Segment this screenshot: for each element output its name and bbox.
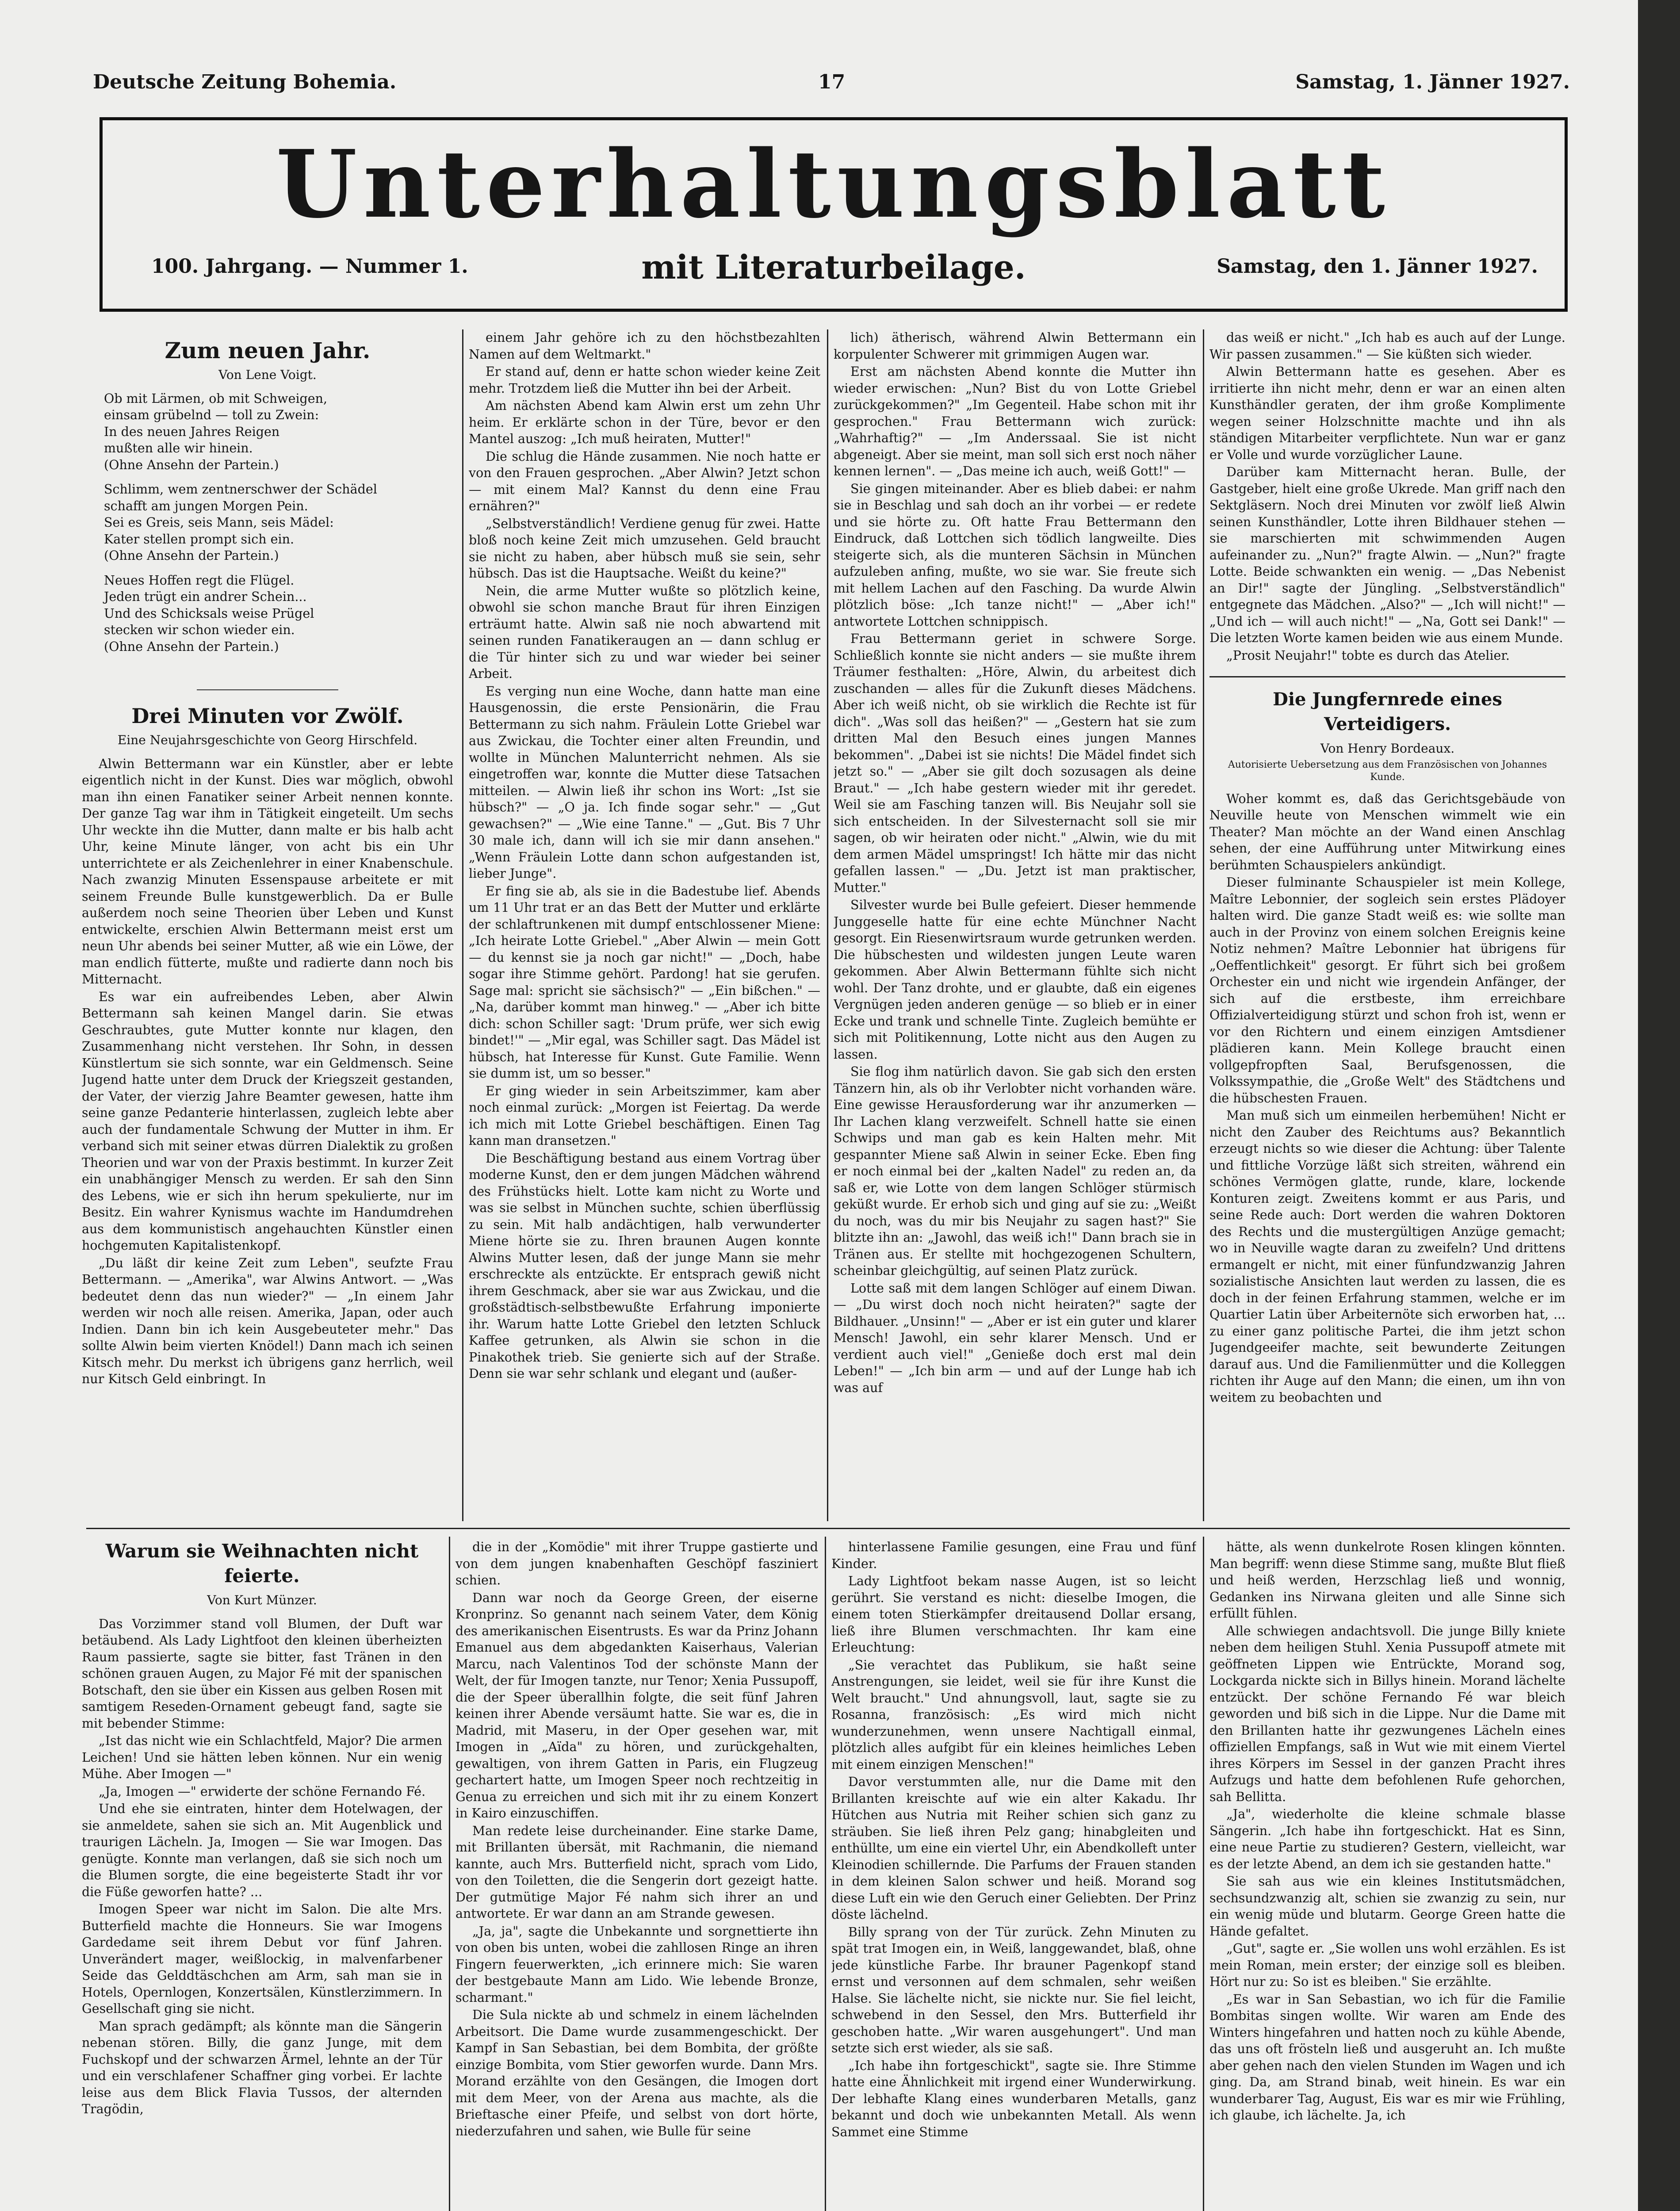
story1-paragraph: Darüber kam Mitternacht heran. Bulle, der Gastgeber, hielt eine große Ukrede. Man griff nach den Sektgläsern. Noch drei Minuten vor zwölf ließ Alwin seinen Kunsthändler, Lotte ihren Bildhauer stehen — sie marschierten mit schwimmenden Augen aufeinander zu. „Nun?" fragte Alwin. — „Nun?" fragte Lotte. Beide schwankten ein wenig. — „Das Nebenist an Dir!" sagte der Jüngling. „Selbstverständlich" entgegnete das Mädchen. „Also?" — „Ich will nicht!" — „Und ich — will auch nicht!" — „Na, Gott sei Dank!" — Die letzten Worte kamen beiden wie aus einem Munde. xyxy=(1209,465,1565,645)
story1-paragraph: Er ging wieder in sein Arbeitszimmer, kam aber noch einmal zurück: „Morgen ist Feiertag. Da werde ich mich mit Lotte Griebel beschäftigen. Einen Tag kann man dransetzen." xyxy=(469,1083,820,1148)
story1-paragraph: „Selbstverständlich! Verdiene genug für zwei. Hatte bloß noch keine Zeit mich umzusehen. Geld braucht sie nicht zu haben, aber hübsch muß sie sein, sehr hübsch. Das ist die Hauptsache. Weißt du keine?" xyxy=(469,516,820,581)
story1-paragraph: Die Beschäftigung bestand aus einem Vortrag über moderne Kunst, den er dem jungen Mädchen während des Frühstücks hielt. Lotte kam nicht zu Worte und was sie selbst in München suchte, schien überflüssig zu sein. Mit halb andächtigen, halb verwunderter Miene hörte sie zu. Ihren braunen Augen konnte Alwins Mutter lesen, daß der junge Mann sie mehr erschreckte als entzückte. Er entsprach gewiß nicht ihrem Geschmack, aber sie war aus Zwickau, und die großstädtisch-selbstbewußte Erfahrung imponierte ihr. Warum hatte Lotte Griebel den letzten Schluck Kaffee getrunken, als Alwin sie schon in die Pinakothek trieb. Sie genierte sich auf der Straße. Denn sie war sehr schlank und elegant und (außer- xyxy=(469,1151,820,1381)
poem-title: Zum neuen Jahr. xyxy=(165,338,371,363)
story1-paragraph: Lotte saß mit dem langen Schlöger auf einem Diwan. — „Du wirst doch noch nicht heiraten?" sagte der Bildhauer. „Unsinn!" — „Aber er ist ein guter und klarer Mensch! Jawohl, ein sehr klarer Mensch. Und er verdient auch viel!" „Genieße doch erst mal dein Leben!" — „Ich bin arm — und auf der Lunge hab ich was auf xyxy=(834,1281,1196,1395)
story1-paragraph: das weiß er nicht." „Ich hab es auch auf der Lunge. Wir passen zusammen." — Sie küßten sich wieder. xyxy=(1209,330,1565,362)
column-separator xyxy=(1203,329,1204,1521)
story1-paragraph: Erst am nächsten Abend konnte die Mutter ihn wieder erwischen: „Nun? Bist du von Lotte Griebel zurückgekommen?" „Im Gegenteil. Habe schon mit ihr gesprochen." Frau Bettermann wich zurück: „Wahrhaftig?" — „Im Anderssaal. Sie ist nicht abgeneigt. Aber sie meint, man soll sich erst noch näher kennen lernen". — „Das meine ich auch, weiß Gott!" — xyxy=(834,364,1196,478)
story3-paragraph: „Ja, Imogen —" erwiderte der schöne Fernando Fé. xyxy=(99,1784,426,1799)
story3-paragraph: „Ich habe ihn fortgeschickt", sagte sie. Ihre Stimme hatte eine Ähnlichkeit mit irgend einer Wunderwirkung. Der lebhafte Klang eines wunderbaren Metalls, ganz bekannt und doch wie unbekannten Metall. Als wenn Sammet eine Stimme xyxy=(831,2058,1196,2139)
story3-paragraph: „Sie verachtet das Publikum, sie haßt seine Anstrengungen, sie leidet, weil sie für ihre Kunst die Welt braucht." Und ahnungsvoll, laut, sagte sie zu Rosanna, französisch: „Es wird mich nicht wunderzunehmen, wenn unsere Nachtigall einmal, plötzlich alles aufgibt für ein kleines heimliches Leben mit einem einzigen Menschen!" xyxy=(831,1657,1196,1772)
story1-paragraph: Nein, die arme Mutter wußte so plötzlich keine, obwohl sie schon manche Braut für ihren Einzigen erträumt hatte. Alwin saß nie noch abwartend mit seinen runden Fanatikeraugen an — dann schlug er die Tür hinter sich zu und war wieder bei seiner Arbeit. xyxy=(469,583,820,681)
story3-paragraph: Billy sprang von der Tür zurück. Zehn Minuten zu spät trat Imogen ein, in Weiß, langgewandet, blaß, ohne jede künstliche Farbe. Ihr brauner Pagenkopf stand ernst und versonnen auf dem schmalen, sehr weißen Halse. Sie lächelte nicht, sie nickte nur. Sie fiel leicht, schwebend in den Sessel, den Mrs. Butterfield ihr geschoben hatte. „Wir waren ausgehungert". Und man setzte sich erst wieder, als sie saß. xyxy=(831,1924,1196,2055)
column-1-upper xyxy=(82,338,453,1521)
column-4-lower xyxy=(1209,1539,1565,2211)
running-head-paper: Deutsche Zeitung Bohemia. xyxy=(93,71,397,93)
story1-paragraph: Alwin Bettermann hatte es gesehen. Aber es irritierte ihn nicht mehr, denn er war an einen alten Kunsthändler geraten, der ihm große Komplimente wegen seiner Holzschnitte machte und ihn als ständigen Mitarbeiter verpflichtete. Nun war er ganz er Volle und wurde vorzüglicher Laune. xyxy=(1209,364,1565,462)
story1-paragraph: Silvester wurde bei Bulle gefeiert. Dieser hemmende Junggeselle hatte für eine echte Münchner Nacht gesorgt. Ein Riesenwirtsraum wurde getrunken werden. Die hübschesten und wildesten jungen Leute waren gekommen. Aber Alwin Bettermann fühlte sich nicht wohl. Der Tanz drohte, und er glaubte, daß ein eigenes Vergnügen jeden anderen genüge — so blieb er in einer Ecke und trank und schnelle Tinte. Zugleich bemühte er sich mit Politikennung, Lotte nicht aus den Augen zu lassen. xyxy=(834,898,1196,1062)
story1-title: Drei Minuten vor Zwölf. xyxy=(131,704,404,728)
story3-paragraph: „Ja", wiederholte die kleine schmale blasse Sängerin. „Ich habe ihn fortgeschickt. Hat es Sinn, eine neue Partie zu studieren? Gestern, vielleicht, war es der letzte Abend, an dem ich sie gestanden hatte." xyxy=(1209,1807,1565,1871)
story3-paragraph: Man redete leise durcheinander. Eine starke Dame, mit Brillanten übersät, mit Rachmanin, die niemand kannte, auch Mrs. Butterfield nicht, sprach vom Lido, von den Toiletten, die die Sengerin dort gezeigt hatte. Der gutmütige Major Fé nahm sich ihrer an und antwortete. Er war dann an am Strande gewesen. xyxy=(455,1823,818,1921)
divider xyxy=(1209,665,1565,677)
story3-paragraph: Das Vorzimmer stand voll Blumen, der Duft war betäubend. Als Lady Lightfoot den kleinen überheizten Raum passierte, sagte sie bitter, fast Tränen in den schönen grauen Augen, zu Major Fé mit der spanischen Botschaft, den sie über ein Kissen aus gelben Rosen mit samtigem Reseden-Ornament gebeugt fand, sagte sie mit bebender Stimme: xyxy=(82,1616,442,1731)
story3-paragraph: Davor verstummten alle, nur die Dame mit den Brillanten kreischte auf wie ein alter Kakadu. Ihr Hütchen aus Nutria mit Reiher schien sich ganz zu sträuben. Sie ließ ihren Pelz gang; hinabgleiten und enthüllte, um eine ein viertel Uhr, ein Abendkolleft unter Kleinodien schillernde. Die Parfums der Frauen standen in dem kleinen Salon schwer und heiß. Morand sog diese Luft ein wie den Geruch einer Geliebten. Der Prinz döste lächelnd. xyxy=(831,1775,1196,1922)
story3-paragraph: „Es war in San Sebastian, wo ich für die Familie Bombitas singen wollte. Wir waren am Ende des Winters hingefahren und hatten noch zu kühle Abende, das uns oft frösteln ließ und ausgeruht an. Ich mußte aber gehen nach den vielen Stunden im Wagen und ich ging. Da, am Strand binab, weit hinein. Es war ein wunderbarer Tag, August, Eis war es mir wie Frühling, ich glaube, ich lächelte. Ja, ich xyxy=(1209,1992,1565,2123)
column-3-lower xyxy=(831,1539,1196,2211)
story1-paragraph: „Du läßt dir keine Zeit zum Leben", seufzte Frau Bettermann. — „Amerika", war Alwins Antwort. — „Was bedeutet denn das nun wieder?" — „In einem Jahr werden wir noch alle reisen. Amerika, Japan, oder auch Indien. Dann bin ich kein Ausgebeuteter mehr." Das sollte Alwin beim vierten Knödel!) Dann mach ich seinen Kitsch mehr. Du merkst ich übrigens ganz herrlich, weil nur Kitsch Geld einbringt. In xyxy=(82,1255,453,1386)
story1-paragraph: Sie flog ihm natürlich davon. Sie gab sich den ersten Tänzern hin, als ob ihr Verlobter nicht vorhanden wäre. Eine gewisse Herausforderung war ihr anzumerken — Ihr Lachen klang verzweifelt. Schnell hatte sie einen Schwips und man gab es kein Halten mehr. Mit gespannter Miene saß Alwin in seiner Ecke. Eben fing er noch einmal bei der „kalten Nadel" zu reden an, da saß er, wie Lotte von dem langen Schlöger stürmisch geküßt wurde. Er erhob sich und ging auf sie zu: „Weißt du noch, was du mir bis Neujahr zu sagen hast?" Sie blitzte ihn an: „Jawohl, das weiß ich!" Dann brach sie in Tränen aus. Er stellte mit hochgezogenen Schultern, scheinbar gleichgültig, auf seinen Platz zurück. xyxy=(834,1064,1196,1278)
story1-paragraph: Er stand auf, denn er hatte schon wieder keine Zeit mehr. Trotzdem ließ die Mutter ihn bei der Arbeit. xyxy=(469,364,820,396)
poem-stanza: Schlimm, wem zentnerschwer der Schädel schafft am jungen Morgen Pein. Sei es Greis, seis Mann, seis Mädel: Kater stellen prompt sich ein. (Ohne Ansehn der Partein.) xyxy=(104,482,377,563)
story3-paragraph: hätte, als wenn dunkelrote Rosen klingen könnten. Man begriff: wenn diese Stimme sang, mußte Blut fließ und heiß werden, Herzschlag ließ und wonnig, Gedanken ins Nirwana gleiten und alle Sinne sich erfüllt fühlen. xyxy=(1209,1540,1565,1621)
column-2-upper xyxy=(469,329,820,1521)
story1-paragraph: Frau Bettermann geriet in schwere Sorge. Schließlich konnte sie nicht anders — sie mußte ihrem Träumer festhalten: „Höre, Alwin, du arbeitest dich zuschanden — alles für die Zukunft dieses Mädchens. Aber ich weiß nicht, ob sie wirklich die Rechte ist für dich". „Was soll das heißen?" — „Gestern hat sie zum dritten Mal den Besuch eines jungen Mannes bekommen". „Dabei ist sie nichts! Die Mädel findet sich jetzt so." — „Aber sie gilt doch sozusagen als deine Braut." — „Ich habe gestern wieder mit ihr geredet. Weil sie am Fasching tanzen will. Bis Neujahr soll sie sich entscheiden. In der Silvesternacht soll sie mir sagen, ob wir heiraten oder nicht." „Alwin, wie du mit dem armen Mädel umspringst! Ich hätte mir das nicht gefallen lassen." — „Du. Jetzt ist man praktischer, Mutter." xyxy=(834,631,1196,895)
column-4-upper xyxy=(1209,329,1565,1521)
story1-paragraph: lich) ätherisch, während Alwin Bettermann ein korpulenter Schwerer mit grimmigen Augen war. xyxy=(834,330,1196,362)
story2-byline: Von Henry Bordeaux. xyxy=(1320,741,1455,756)
story1-subtitle: Eine Neujahrsgeschichte von Georg Hirschfeld. xyxy=(117,733,418,747)
story1-paragraph: Am nächsten Abend kam Alwin erst um zehn Uhr heim. Er erklärte schon in der Türe, bevor er den Mantel auszog: „Ich muß heiraten, Mutter!" xyxy=(469,398,820,446)
story3-paragraph: Die Sula nickte ab und schmelz in einem lächelnden Arbeitsort. Die Dame wurde zusammengeschickt. Der Kampf in San Sebastian, bei dem Bombita, der größte einzige Bombita, vom Stier geworfen wurde. Dann Mrs. Morand erzählte von den Gesängen, die Imogen dort mit dem Meer, von der Arena aus machte, als die Brieftasche einer Pfeife, und selbst von dort hörte, niederzufahren und sahen, wie Bulle für seine xyxy=(455,2008,818,2138)
story2-title: Die Jungfernrede eines Verteidigers. xyxy=(1273,689,1502,734)
story2-paragraph: Man muß sich um einmeilen herbemühen! Nicht er nicht den Zauber des Reichtums aus? Bekanntlich erzeugt nichts so wie dieser die Achtung: über Talente und fittliche Vorzüge läßt sich streiten, während ein schönes Vermögen glatte, runde, klare, lockende Konturen zeigt. Zweitens kommt er aus Paris, und seine Rede auch: Dort werden die wahren Doktoren des Rechts und die mustergültigen Anzüge gemacht; wo in Neuville wagte daran zu zweifeln? Und drittens ermangelt er nicht, mit einer fünfundzwanzig Jahren sozialistische Ansichten laut werden zu lassen, die es doch in der feinen Erfahrung stammen, welche er im Quartier Latin über Arbeiternöte sich erworben hat, ... zu einer ganz politische Partei, die ihm jetzt schon Jugendgeeifer machte, seit bewunderte Zeitungen darauf aus. Und die Familienmütter und die Kolleggen richten ihr Auge auf den Mann; die einen, um ihn von weitem zu beobachten und xyxy=(1209,1108,1565,1405)
story3-paragraph: „Ist das nicht wie ein Schlachtfeld, Major? Die armen Leichen! Und sie hätten leben können. Nur ein wenig Mühe. Aber Imogen —" xyxy=(82,1733,442,1781)
poem-stanza: Neues Hoffen regt die Flügel. Jeden trügt ein andrer Schein... Und des Schicksals weise Prügel stecken wir schon wieder ein. (Ohne Ansehn der Partein.) xyxy=(104,573,314,654)
column-separator xyxy=(449,1537,450,2211)
story1-paragraph: einem Jahr gehöre ich zu den höchstbezahlten Namen auf dem Weltmarkt." xyxy=(469,330,820,362)
column-separator xyxy=(825,1537,826,2211)
story1-paragraph: „Prosit Neujahr!" tobte es durch das Atelier. xyxy=(1226,648,1510,663)
masthead xyxy=(99,117,1568,312)
column-separator xyxy=(462,329,463,1521)
section-rule xyxy=(86,1528,1570,1529)
running-head-date: Samstag, 1. Jänner 1927. xyxy=(1295,71,1570,93)
masthead-date: Samstag, den 1. Jänner 1927. xyxy=(1217,255,1538,278)
masthead-title: Unterhaltungsblatt xyxy=(276,130,1391,239)
story1-paragraph: Es verging nun eine Woche, dann hatte man eine Hausgenossin, die erste Pensionärin, die Frau Bettermann zu sich nahm. Fräulein Lotte Griebel war aus Zwickau, die Tochter einer alten Freundin, und wollte in München Malunterricht nehmen. Als sie eingetroffen war, konnte die Mutter diese Tatsachen mitteilen. — Alwin ließ ihr schon ins Wort: „Ist sie hübsch?" — „O ja. Ich finde sogar sehr." — „Gut gewachsen?" — „Wie eine Tanne." — „Gut. Bis 7 Uhr 30 male ich, dann will ich sie mir dann ansehen." „Wenn Fräulein Lotte dann schon aufgestanden ist, lieber Junge". xyxy=(469,684,820,881)
running-head xyxy=(93,66,1570,106)
masthead-subtitle: mit Literaturbeilage. xyxy=(641,249,1026,287)
story3-paragraph: hinterlassene Familie gesungen, eine Frau und fünf Kinder. xyxy=(831,1540,1196,1571)
column-separator xyxy=(1203,1537,1204,2211)
story1-paragraph: Es war ein aufreibendes Leben, aber Alwin Bettermann sah keinen Mangel darin. Sie etwas Geschraubtes, gute Mutter konnte nur klagen, den Zusammenhang nicht verstehen. Ihr Sohn, in dessen Künstlertum sie sich sonnte, war ein Geldmensch. Seine Jugend hatte unter dem Druck der Kriegszeit gestanden, der Vater, der vierzig Jahre Beamter gewesen, hatte ihm seine ganze Pedanterie hinterlassen, zugleich lebte aber auch der fundamentale Schwung der Mutter in ihm. Er verband sich mit seiner etwas dürren Dialektik zu großen Theorien und war von der Praxis bestimmt. In kurzer Zeit ein unabhängiger Mensch zu werden. Er sah den Sinn des Lebens, wie er sich ihn herum spekulierte, nur im Besitz. Ein wahrer Kynismus wachte im Handumdrehen aus dem kommunistisch angehauchten Künstler einen hochgemuten Kapitalistenkopf. xyxy=(82,989,453,1253)
story3-paragraph: Imogen Speer war nicht im Salon. Die alte Mrs. Butterfield machte die Honneurs. Sie war Imogens Gardedame seit ihrem Debut vor fünf Jahren. Unverändert mager, weißlockig, in malvenfarbener Seide das Gelddtäschchen am Arm, sah man sie in Hotels, Opernlogen, Konzertsälen, Künstlerzimmern. In Gesellschaft ging sie nicht. xyxy=(82,1902,442,2016)
scan-edge-strip xyxy=(1638,0,1680,2211)
story2-paragraph: Dieser fulminante Schauspieler ist mein Kollege, Maître Lebonnier, der sogleich sein erstes Plädoyer halten wird. Die ganze Stadt weiß es: wie sollte man auch in der Provinz von einem solchen Ereignis keine Notiz nehmen? Maître Lebonnier hat übrigens für „Oeffentlichkeit" gesorgt. Er führt sich bei großem Orchester ein und nicht wie irgendein Anfänger, der sich auf die erstbeste, ihm erreichbare Offizialverteidigung stürzt und schon froh ist, wenn er vor den Richtern und einem einzigen Amtsdiener plädieren kann. Mein Kollege braucht einen vollgepfropften Saal, Berufsgenossen, die Volkssympathie, die „Große Welt" des Städtchens und die hübschesten Frauen. xyxy=(1209,875,1565,1106)
story3-paragraph: Lady Lightfoot bekam nasse Augen, ist so leicht gerührt. Sie verstand es nicht: dieselbe Imogen, die einem toten Stierkämpfer dreitausend Dollar ersang, ließ ihre Blumen verschmachten. Ihr kam eine Erleuchtung: xyxy=(831,1574,1196,1655)
story3-paragraph: „Gut", sagte er. „Sie wollen uns wohl erzählen. Es ist mein Roman, mein erster; der einzige soll es bleiben. Hört nur zu: So ist es bleiben." Sie erzählte. xyxy=(1209,1941,1565,1989)
column-2-lower xyxy=(455,1539,818,2211)
story3-paragraph: Man sprach gedämpft; als könnte man die Sängerin nebenan stören. Billy, die ganz Junge, mit dem Fuchskopf und der schwarzen Ärmel, lehnte an der Tür und ein verschlafener Schaffner ging vorbei. Er lachte leise aus dem Blick Flavia Tussos, der alternden Tragödin, xyxy=(82,2019,442,2116)
poem-stanza: Ob mit Lärmen, ob mit Schweigen, einsam grübelnd — toll zu Zwein: In des neuen Jahres Reigen mußten alle wir hinein. (Ohne Ansehn der Partein.) xyxy=(104,391,328,472)
story1-paragraph: Er fing sie ab, als sie in die Badestube lief. Abends um 11 Uhr trat er an das Bett der Mutter und erklärte der schlaftrunkenen mit dumpf entschlossener Miene: „Ich heirate Lotte Griebel." „Aber Alwin — mein Gott — du kennst sie ja noch gar nicht!" — „Doch, habe sogar ihre Stimme gehört. Pardong! hat sie gerufen. Sage mal: spricht sie sächsisch?" — „Ein bißchen." — „Na, darüber kommt man hinweg." — „Aber ich bitte dich: schon Schiller sagt: 'Drum prüfe, wer sich ewig bindet!'" — „Mir egal, was Schiller sagt. Das Mädel ist hübsch, hat Interesse für Kunst. Gute Familie. Wenn sie dumm ist, um so besser." xyxy=(469,884,820,1081)
masthead-volume: 100. Jahrgang. — Nummer 1. xyxy=(151,255,468,278)
story3-title: Warum sie Weihnachten nicht feierte. xyxy=(105,1540,419,1587)
story1-paragraph: Sie gingen miteinander. Aber es blieb dabei: er nahm sie in Beschlag und sah doch an ihr vorbei — er redete und sie hörte zu. Oft hatte Frau Bettermann den Eindruck, daß Lottchen sich tödlich langweilte. Dies steigerte sich, als die munteren Sächsin in München aufzuleben anfing, mußte, wo sie war. Sie freute sich mit hellem Lachen auf den Fasching. Da wurde Alwin plötzlich böse: „Ich tanze nicht!" — „Aber ich!" antwortete Lottchen schnippisch. xyxy=(834,481,1196,629)
story2-translation-note: Autorisierte Uebersetzung aus dem Französischen von Johannes Kunde. xyxy=(1228,759,1547,783)
divider xyxy=(197,663,338,690)
story1-paragraph: Die schlug die Hände zusammen. Nie noch hatte er von den Frauen gesprochen. „Aber Alwin? Jetzt schon — mit einem Mal? Kannst du denn eine Frau ernähren?" xyxy=(469,449,820,513)
story3-paragraph: Dann war noch da George Green, der eiserne Kronprinz. So genannt nach seinem Vater, dem König des amerikanischen Eisentrusts. Es war da Prinz Johann Emanuel aus dem abgedankten Kaiserhaus, Valerian Marcu, nach Valentinos Tod der schönste Mann der Welt, der für Imogen tanzte, nur Tenor; Xenia Pussupoff, die der Speer überallhin folgte, die seit fünf Jahren keinen ihrer Abende versäumt hatte. Sie war es, die in Madrid, mit Maseru, in der Oper gesehen war, mit Imogen in „Aïda" zu hören, und zurückgehalten, gewaltigen, von ihrem Gatten in Paris, ein Flugzeug gechartert hatte, um Imogen Speer noch rechtzeitig in Genua zu erreichen und sich mit ihr zu einem Konzert in Kairo einzuschiffen. xyxy=(455,1590,818,1821)
column-separator xyxy=(827,329,828,1521)
story1-paragraph: Alwin Bettermann war ein Künstler, aber er lebte eigentlich nicht in der Kunst. Dies war möglich, obwohl man ihn einen Fanatiker seiner Arbeit nennen konnte. Der ganze Tag war ihm in Tätigkeit eingeteilt. Um sechs Uhr weckte ihn die Mutter, dann malte er bis halb acht Uhr, keine Minute länger, von acht bis ein Uhr unterrichtete er als Zeichenlehrer in einer Knabenschule. Nach zwanzig Minuten Essenspause arbeitete er mit seinem Freunde Bulle kunstgewerblich. Da er Bulle außerdem noch seine Theorien über Leben und Kunst entwickelte, erschien Alwin Bettermann meist erst um neun Uhr abends bei seiner Mutter, aß wie ein Löwe, der man endlich fütterte, mußte und radierte dann noch bis Mitternacht. xyxy=(82,756,453,987)
column-1-lower xyxy=(82,1539,442,2211)
page-number: 17 xyxy=(818,71,846,93)
story3-paragraph: Und ehe sie eintraten, hinter dem Hotelwagen, der sie anmeldete, sahen sie sich an. Mit Augenblick und traurigen Lächeln. Ja, Imogen — Sie war Imogen. Das genügte. Konnte man verlangen, daß sie sich noch um die Blumen sorgte, die eine begeisterte Stadt ihr vor die Füße geworfen hatte? ... xyxy=(82,1802,442,1899)
story2-paragraph: Woher kommt es, daß das Gerichtsgebäude von Neuville heute von Menschen wimmelt wie ein Theater? Man möchte an der Wand einen Anschlag sehen, der eine Aufführung unter Mitwirkung eines berühmten Schauspielers ankündigt. xyxy=(1209,791,1565,872)
column-3-upper xyxy=(834,329,1196,1521)
story3-byline: Von Kurt Münzer. xyxy=(207,1593,317,1607)
story3-paragraph: die in der „Komödie" mit ihrer Truppe gastierte und von dem jungen knabenhaften Geschöpf fasziniert schien. xyxy=(455,1540,818,1587)
story3-paragraph: „Ja, ja", sagte die Unbekannte und sorgnettierte ihn von oben bis unten, wobei die zahllosen Ringe an ihren Fingern feuerwerkten, „ich erinnere mich: Sie waren der bestgebaute Mann am Lido. Wie lebende Bronze, scharmant." xyxy=(455,1924,818,2005)
poem-byline: Von Lene Voigt. xyxy=(218,367,317,382)
story3-paragraph: Sie sah aus wie ein kleines Institutsmädchen, sechsundzwanzig alt, schien sie zwanzig zu sein, nur ein wenig müde und blutarm. George Green hatte die Hände gefaltet. xyxy=(1209,1874,1565,1939)
story3-paragraph: Alle schwiegen andachtsvoll. Die junge Billy kniete neben dem heiligen Stuhl. Xenia Pussupoff atmete mit geöffneten Lippen wie Entrückte, Morand sog, Lockgarda nickte sich in Billys hinein. Morand lächelte entzückt. Der schöne Fernando Fé war bleich geworden und biß sich in die Lippe. Nur die Dame mit den Brillanten hatte ihr gezwungenes Lächeln eines offiziellen Empfangs, saß in Wut wie mit einem Viertel ihres Körpers im Sessel in der ganzen Pracht ihres Aufzugs und hatte dem befohlenen Rufe gehorchen, sah Bellitta. xyxy=(1209,1623,1565,1804)
